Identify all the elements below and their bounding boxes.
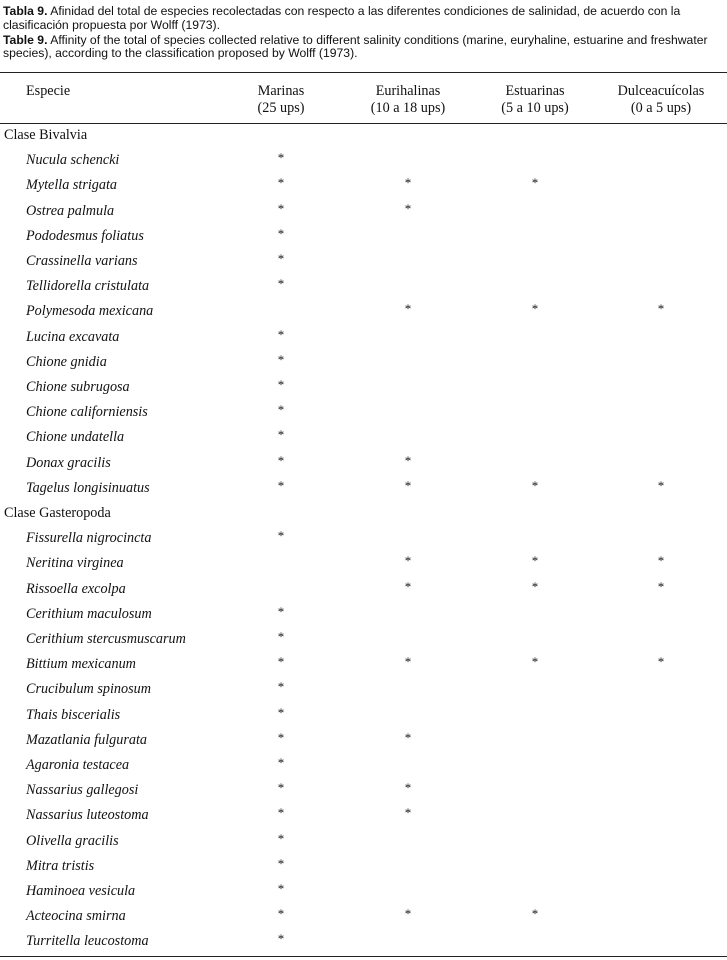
mark-marinas: * — [277, 452, 285, 468]
table-row — [0, 351, 727, 376]
mark-eurihalinas: * — [404, 578, 412, 594]
mark-marinas: * — [277, 276, 285, 292]
table-row — [0, 704, 727, 729]
mark-marinas: * — [277, 175, 285, 191]
caption-spanish — [3, 5, 721, 33]
species-name: Ostrea palmula — [26, 202, 115, 219]
table-row — [0, 678, 727, 703]
species-name: Mytella strigata — [26, 177, 118, 194]
caption-english-text: Affinity of the total of species collected relative to different salinity conditions (marine, euryhaline, estuarine and freshwater species), according to the classification proposed by Wolff (1973). — [3, 32, 708, 61]
header-eurihalinas — [352, 83, 464, 117]
mark-eurihalinas: * — [404, 477, 412, 493]
table-row — [0, 477, 727, 502]
header-marinas-range: (25 ups) — [257, 100, 305, 116]
mark-marinas: * — [277, 402, 285, 418]
table-row — [0, 905, 727, 930]
table-top-rule — [0, 72, 727, 73]
species-name: Cerithium maculosum — [26, 605, 152, 622]
mark-eurihalinas: * — [404, 553, 412, 569]
table-row — [0, 326, 727, 351]
class-heading-row — [0, 124, 727, 149]
mark-dulceacuicolas: * — [657, 578, 665, 594]
mark-estuarinas: * — [531, 578, 539, 594]
table-bottom-rule — [0, 956, 727, 957]
mark-marinas: * — [277, 755, 285, 770]
mark-marinas: * — [277, 654, 285, 670]
mark-estuarinas: * — [531, 175, 539, 191]
table-row — [0, 174, 727, 199]
mark-eurihalinas: * — [404, 906, 412, 922]
mark-estuarinas: * — [531, 654, 539, 670]
mark-estuarinas: * — [531, 906, 539, 922]
mark-eurihalinas: * — [404, 805, 412, 821]
table-row — [0, 930, 727, 955]
species-name: Pododesmus foliatus — [26, 227, 144, 244]
caption-spanish-label: Tabla 9. — [3, 4, 48, 18]
table-row — [0, 628, 727, 653]
header-dulce-range: (0 a 5 ups) — [630, 100, 692, 116]
mark-dulceacuicolas: * — [657, 301, 665, 317]
table-row — [0, 527, 727, 552]
mark-marinas: * — [277, 780, 285, 796]
class-name: Clase Gasteropoda — [4, 505, 111, 521]
species-name: Nassarius gallegosi — [26, 782, 139, 799]
table-row — [0, 729, 727, 754]
species-name: Fissurella nigrocincta — [26, 530, 152, 547]
table-caption — [3, 5, 721, 61]
mark-marinas: * — [277, 528, 285, 544]
mark-eurihalinas: * — [404, 175, 412, 191]
mark-eurihalinas: * — [404, 452, 412, 468]
species-name: Chione subrugosa — [26, 379, 130, 395]
mark-marinas: * — [277, 351, 285, 367]
species-name: Haminoea vesicula — [26, 883, 136, 899]
table-row — [0, 754, 727, 779]
header-especie-label: Especie — [26, 83, 71, 99]
mark-marinas: * — [277, 729, 285, 745]
species-name: Bittium mexicanum — [26, 656, 136, 673]
mark-estuarinas: * — [531, 301, 539, 317]
header-marinas-label: Marinas — [257, 83, 305, 99]
table-row — [0, 653, 727, 678]
class-heading-row — [0, 502, 727, 527]
mark-eurihalinas: * — [404, 780, 412, 796]
mark-estuarinas: * — [531, 553, 539, 569]
table-row — [0, 250, 727, 275]
table-row — [0, 603, 727, 628]
species-name: Chione californiensis — [26, 404, 148, 421]
mark-eurihalinas: * — [404, 729, 412, 745]
mark-dulceacuicolas: * — [657, 477, 665, 493]
mark-marinas: * — [277, 855, 285, 871]
mark-marinas: * — [277, 251, 285, 266]
table-row — [0, 401, 727, 426]
header-eurihalinas-label: Eurihalinas — [375, 83, 441, 99]
species-name: Tellidorella cristulata — [26, 278, 150, 295]
mark-marinas: * — [277, 377, 285, 392]
species-name: Crucibulum spinosum — [26, 681, 151, 698]
mark-eurihalinas: * — [404, 301, 412, 317]
table-row — [0, 200, 727, 225]
species-name: Cerithium stercusmuscarum — [26, 631, 186, 647]
mark-marinas: * — [277, 150, 285, 166]
table-row — [0, 376, 727, 401]
table-row — [0, 426, 727, 451]
species-name: Acteocina smirna — [26, 908, 126, 925]
mark-marinas: * — [277, 704, 285, 720]
class-name: Clase Bivalvia — [4, 127, 88, 143]
species-name: Thais biscerialis — [26, 706, 121, 723]
species-name: Tagelus longisinuatus — [26, 479, 150, 496]
table-row — [0, 830, 727, 855]
species-name: Agaronia testacea — [26, 757, 130, 773]
caption-english — [3, 34, 721, 62]
mark-marinas: * — [277, 830, 285, 846]
table-row — [0, 880, 727, 905]
mark-eurihalinas: * — [404, 200, 412, 216]
mark-marinas: * — [277, 326, 285, 342]
species-name: Chione undatella — [26, 429, 125, 446]
header-eurihalinas-range: (10 a 18 ups) — [370, 100, 446, 116]
caption-english-label: Table 9. — [3, 32, 48, 47]
header-dulceacuicolas — [606, 83, 716, 117]
mark-marinas: * — [277, 805, 285, 821]
table-row — [0, 300, 727, 325]
header-estuarinas-label: Estuarinas — [505, 83, 565, 99]
header-estuarinas-range: (5 a 10 ups) — [501, 100, 569, 116]
header-especie — [26, 83, 70, 100]
mark-marinas: * — [277, 679, 285, 695]
caption-spanish-text: Afinidad del total de especies recolectadas con respecto a las diferentes condiciones de salinidad, de acuerdo con la clasificación propuesta por Wolff (1973). — [3, 4, 681, 32]
table-row — [0, 225, 727, 250]
mark-marinas: * — [277, 427, 285, 443]
mark-eurihalinas: * — [404, 654, 412, 670]
mark-marinas: * — [277, 225, 285, 241]
species-name: Chione gnidia — [26, 353, 107, 370]
table-row — [0, 275, 727, 300]
species-name: Rissoella excolpa — [26, 580, 126, 597]
species-name: Nassarius luteostoma — [26, 807, 149, 824]
header-dulce-label: Dulceacuícolas — [617, 83, 705, 99]
species-name: Crassinella varians — [26, 253, 138, 269]
table-row — [0, 578, 727, 603]
mark-marinas: * — [277, 477, 285, 493]
table-row — [0, 779, 727, 804]
table-row — [0, 452, 727, 477]
species-name: Lucina excavata — [26, 328, 120, 345]
mark-marinas: * — [277, 881, 285, 896]
species-name: Neritina virginea — [26, 555, 124, 572]
species-name: Olivella gracilis — [26, 832, 119, 849]
table-row — [0, 149, 727, 174]
table-row — [0, 855, 727, 880]
species-name: Turritella leucostoma — [26, 933, 149, 950]
species-name: Mazatlania fulgurata — [26, 731, 147, 748]
mark-marinas: * — [277, 906, 285, 922]
mark-dulceacuicolas: * — [657, 654, 665, 670]
mark-marinas: * — [277, 200, 285, 216]
mark-marinas: * — [277, 629, 285, 644]
header-estuarinas — [485, 83, 585, 117]
species-name: Donax gracilis — [26, 454, 111, 471]
species-name: Polymesoda mexicana — [26, 303, 154, 320]
table-row — [0, 552, 727, 577]
mark-marinas: * — [277, 931, 285, 947]
header-marinas — [231, 83, 331, 117]
table-row — [0, 804, 727, 829]
species-name: Mitra tristis — [26, 857, 95, 874]
mark-estuarinas: * — [531, 477, 539, 493]
species-name: Nucula schencki — [26, 152, 120, 169]
mark-dulceacuicolas: * — [657, 553, 665, 569]
mark-marinas: * — [277, 603, 285, 619]
